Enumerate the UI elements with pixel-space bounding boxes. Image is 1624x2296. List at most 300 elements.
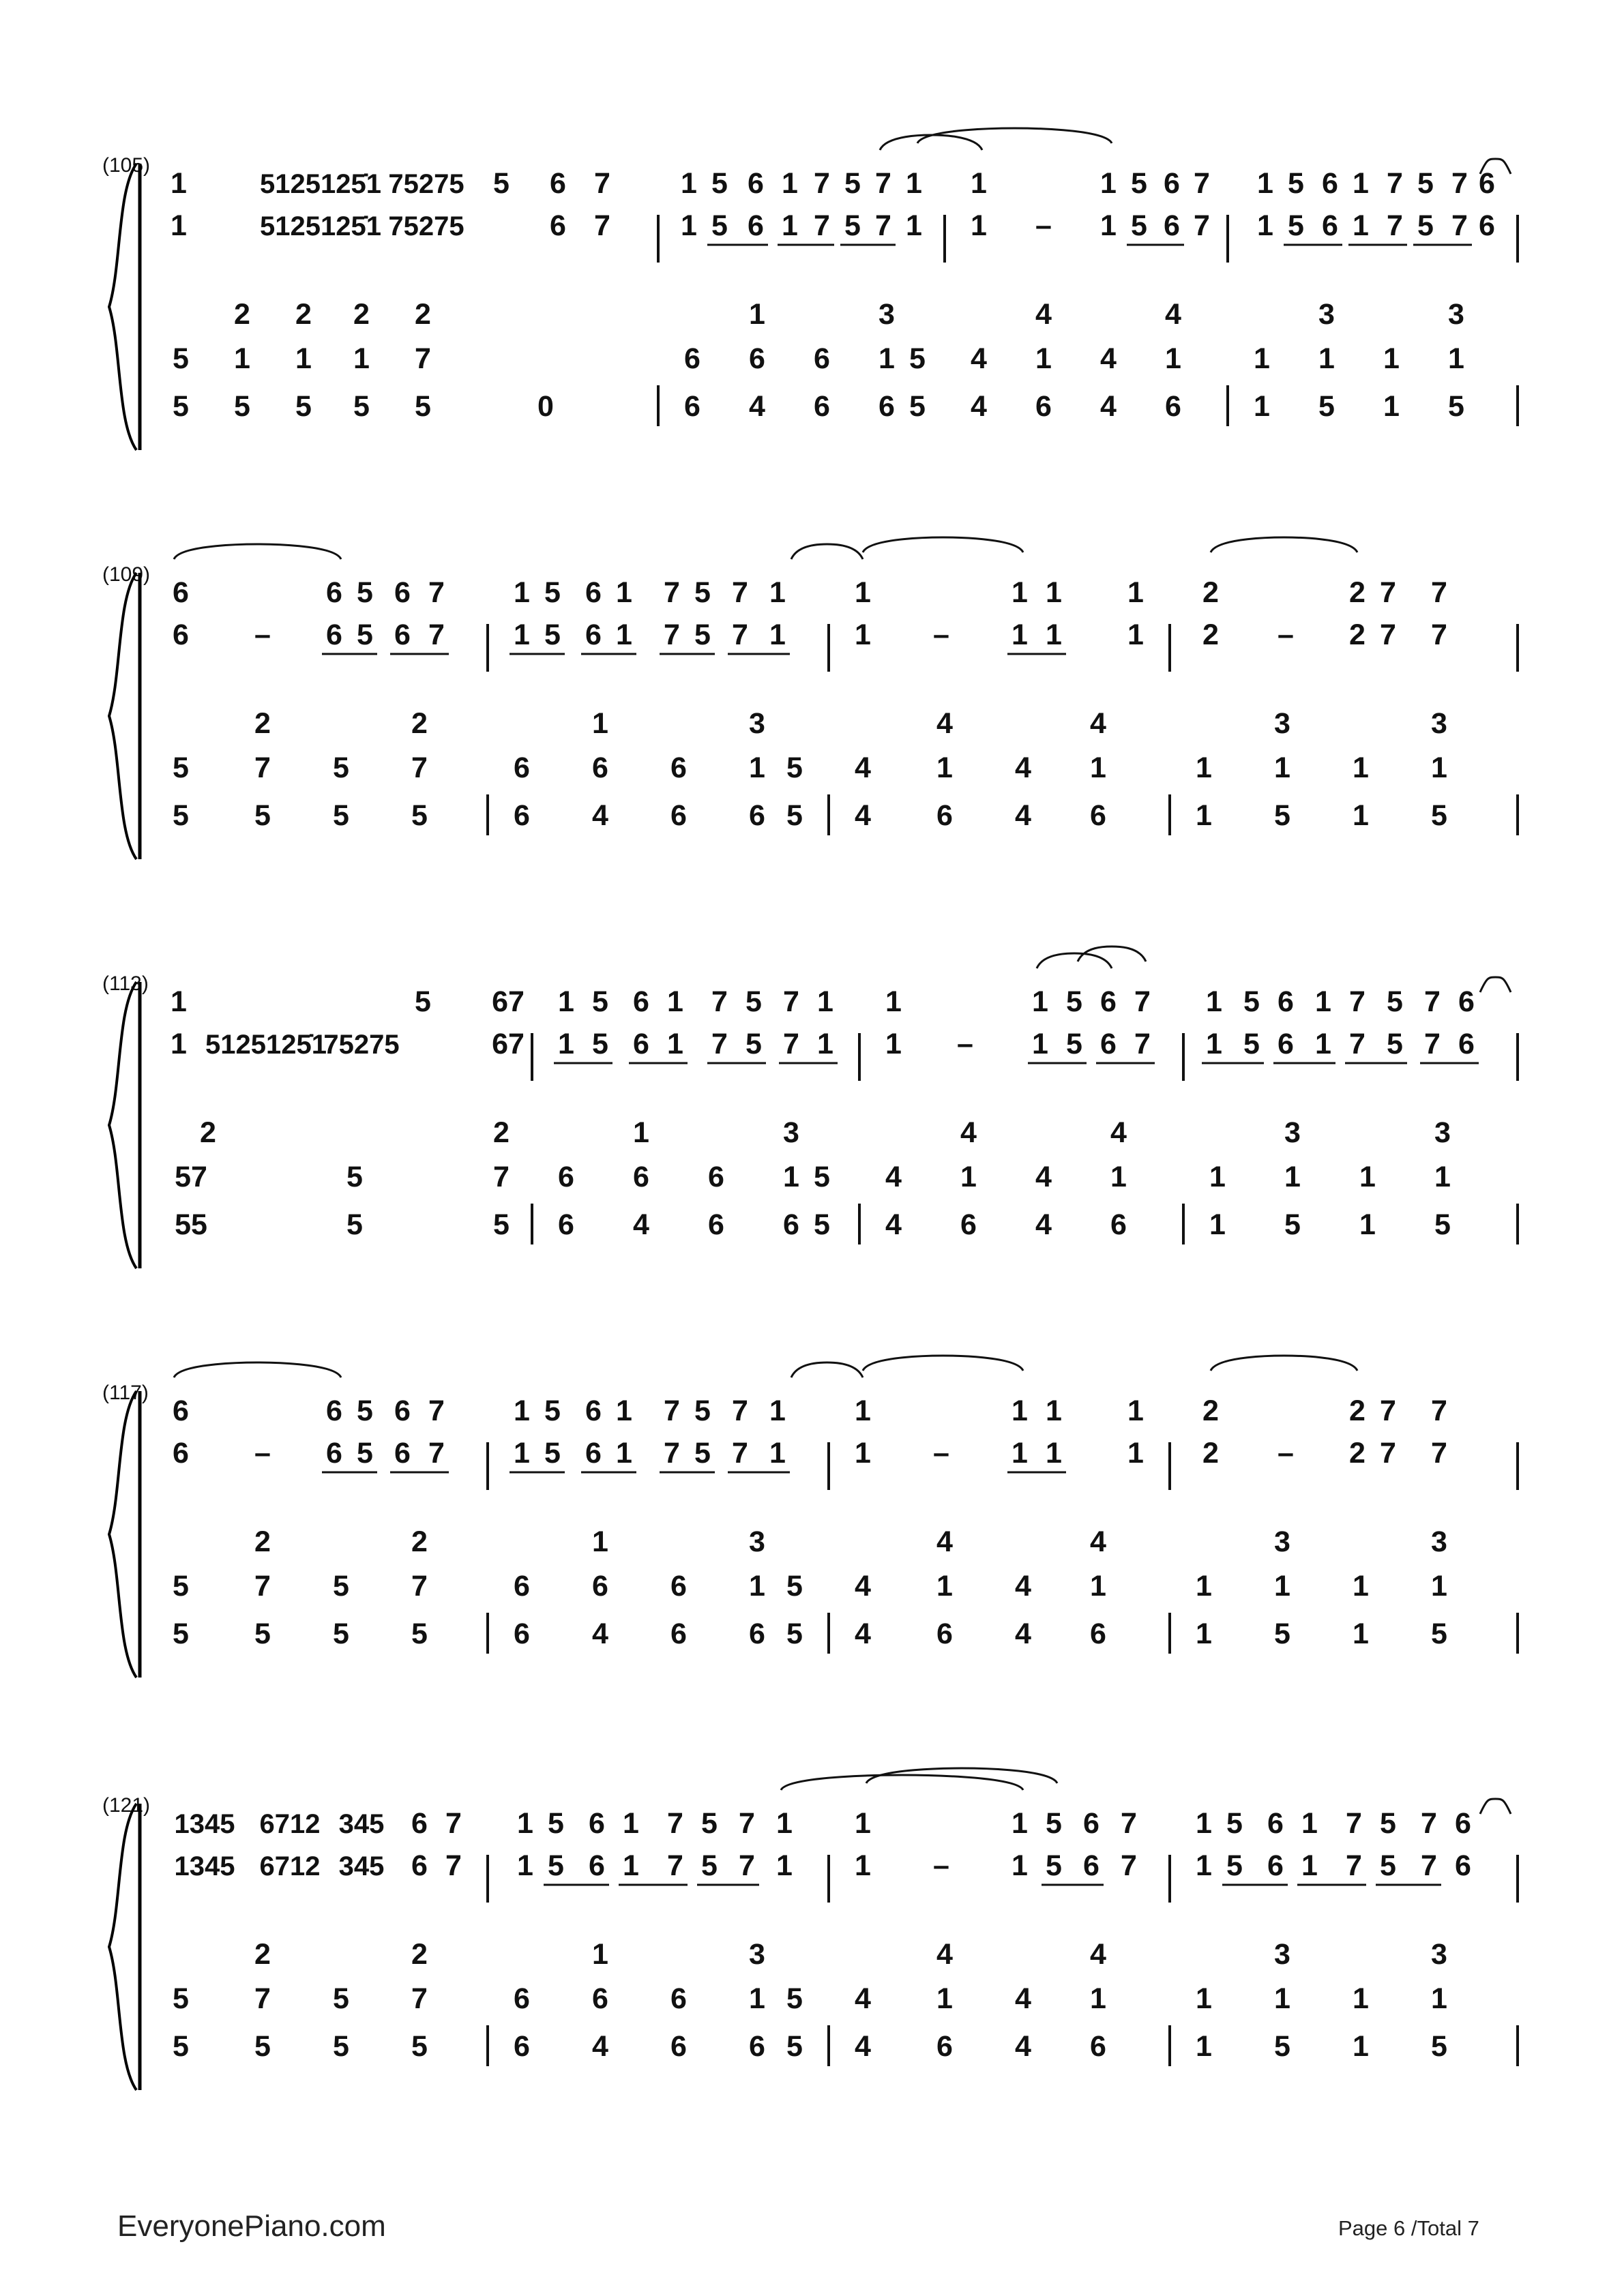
jianpu-note: 4 bbox=[1015, 799, 1031, 832]
jianpu-note: 6 bbox=[514, 1982, 530, 2015]
jianpu-note: 1 bbox=[1209, 1208, 1226, 1241]
jianpu-note: 5 bbox=[548, 1849, 564, 1882]
jianpu-note: 6 bbox=[670, 799, 687, 832]
jianpu-note: 7 bbox=[664, 1395, 680, 1427]
jianpu-note: 1 bbox=[234, 342, 250, 375]
jianpu-note: 5 bbox=[333, 751, 349, 784]
jianpu-note: 1 bbox=[749, 298, 765, 331]
jianpu-note: 1 bbox=[1046, 618, 1062, 651]
jianpu-note: – bbox=[1278, 618, 1294, 651]
jianpu-note: 1 bbox=[623, 1849, 639, 1882]
jianpu-note: 5 bbox=[694, 576, 711, 609]
jianpu-note: 6 bbox=[411, 1849, 428, 1882]
jianpu-note: 5 bbox=[173, 799, 189, 832]
jianpu-note: 4 bbox=[1090, 707, 1106, 740]
jianpu-note: 6 bbox=[592, 1570, 608, 1602]
jianpu-note: 1 bbox=[1012, 576, 1028, 609]
notes-lower3 bbox=[173, 2030, 1447, 2063]
jianpu-note: 2 bbox=[254, 1525, 271, 1558]
jianpu-note: 1 bbox=[517, 1849, 533, 1882]
jianpu-note: 1 bbox=[1206, 1028, 1222, 1060]
jianpu-note: 7 bbox=[1380, 1437, 1396, 1470]
jianpu-note: 5 bbox=[1243, 985, 1260, 1018]
jianpu-note: – bbox=[1278, 1437, 1294, 1470]
notes-lower3 bbox=[173, 799, 1447, 832]
jianpu-note: 4 bbox=[1015, 2030, 1031, 2063]
notes-lower1 bbox=[200, 1116, 1451, 1149]
jianpu-note: 6 bbox=[1083, 1849, 1099, 1882]
jianpu-note: 5 bbox=[493, 167, 510, 200]
jianpu-note: 1 bbox=[1035, 342, 1052, 375]
jianpu-note: 1 bbox=[1196, 1617, 1212, 1650]
jianpu-note: 1 bbox=[1206, 985, 1222, 1018]
jianpu-note: 7 bbox=[1121, 1849, 1137, 1882]
jianpu-note: 5 bbox=[357, 576, 373, 609]
jianpu-note: 6 bbox=[394, 618, 411, 651]
slur-tie bbox=[791, 1362, 863, 1377]
jianpu-note: 57 bbox=[175, 1161, 207, 1193]
jianpu-note: 5 bbox=[711, 167, 728, 200]
slur-tie bbox=[880, 135, 982, 150]
jianpu-note: 1 bbox=[681, 167, 697, 200]
jianpu-note: 6 bbox=[879, 390, 895, 423]
jianpu-note: 5 bbox=[411, 2030, 428, 2063]
jianpu-note: 5 bbox=[1066, 985, 1082, 1018]
jianpu-note: 67 bbox=[492, 985, 525, 1018]
notes-upper2 bbox=[175, 1849, 1471, 1882]
jianpu-note: 5 bbox=[909, 390, 926, 423]
jianpu-note: 6 bbox=[1100, 1028, 1117, 1060]
notes-lower3 bbox=[173, 1617, 1447, 1650]
jianpu-note: 5 bbox=[357, 618, 373, 651]
jianpu-note: 6 bbox=[1322, 209, 1338, 242]
jianpu-note: 1 bbox=[1431, 1570, 1447, 1602]
jianpu-note: 1 bbox=[776, 1849, 793, 1882]
jianpu-note: 5 bbox=[173, 751, 189, 784]
jianpu-note: – bbox=[1035, 209, 1052, 242]
jianpu-note: 4 bbox=[855, 751, 871, 784]
jianpu-note: 7 bbox=[1134, 1028, 1151, 1060]
jianpu-note: 7 bbox=[1431, 1395, 1447, 1427]
jianpu-note: – bbox=[254, 618, 271, 651]
jianpu-note: 7 bbox=[664, 618, 680, 651]
measure-number-label: (113) bbox=[102, 972, 149, 995]
jianpu-note: 6 bbox=[326, 1395, 342, 1427]
jianpu-note: 6 bbox=[1035, 390, 1052, 423]
jianpu-note: 1 bbox=[616, 1395, 632, 1427]
jianpu-note: 5 bbox=[1284, 1208, 1301, 1241]
jianpu-note: 5 bbox=[1417, 167, 1434, 200]
jianpu-note: 7 bbox=[814, 209, 830, 242]
jianpu-note: 6 bbox=[411, 1807, 428, 1840]
jianpu-note: 7 bbox=[445, 1849, 462, 1882]
slur-tie bbox=[1211, 1356, 1357, 1371]
jianpu-note: 5 bbox=[173, 1982, 189, 2015]
jianpu-note: 1 bbox=[1274, 751, 1290, 784]
jianpu-note: 5 bbox=[353, 390, 370, 423]
jianpu-note: 2 bbox=[200, 1116, 216, 1149]
jianpu-note: 5125125̇1 bbox=[260, 211, 381, 241]
jianpu-note: 4 bbox=[936, 707, 953, 740]
jianpu-note: 1 bbox=[1012, 1849, 1028, 1882]
jianpu-note: 1 bbox=[1012, 618, 1028, 651]
jianpu-note: 6 bbox=[589, 1807, 605, 1840]
jianpu-note: 1 bbox=[1127, 1437, 1144, 1470]
jianpu-note: 7 bbox=[739, 1849, 755, 1882]
jianpu-note: – bbox=[933, 618, 949, 651]
jianpu-note: 6 bbox=[394, 1395, 411, 1427]
jianpu-note: 5 bbox=[745, 1028, 762, 1060]
score-system bbox=[102, 563, 150, 586]
jianpu-note: 75275 bbox=[388, 211, 464, 241]
jianpu-note: 6 bbox=[394, 1437, 411, 1470]
slur-tie bbox=[1037, 953, 1112, 968]
jianpu-note: 4 bbox=[1015, 1570, 1031, 1602]
jianpu-note: 1 bbox=[171, 209, 187, 242]
jianpu-note: 1 bbox=[1196, 1807, 1212, 1840]
jianpu-note: 7 bbox=[667, 1807, 683, 1840]
jianpu-note: 1 bbox=[1315, 985, 1331, 1018]
jianpu-note: 1 bbox=[855, 618, 871, 651]
jianpu-note: 1 bbox=[1127, 1395, 1144, 1427]
jianpu-note: 5 bbox=[844, 167, 861, 200]
jianpu-note: 6 bbox=[684, 342, 700, 375]
jianpu-note: 5 bbox=[786, 1570, 803, 1602]
measure-number-label: (109) bbox=[102, 563, 151, 586]
jianpu-note: 1 bbox=[769, 1437, 786, 1470]
jianpu-note: 6 bbox=[633, 1161, 649, 1193]
jianpu-note: 5 bbox=[173, 2030, 189, 2063]
jianpu-note: 6 bbox=[550, 167, 566, 200]
jianpu-note: 6 bbox=[1090, 1617, 1106, 1650]
jianpu-note: 4 bbox=[1100, 342, 1117, 375]
jianpu-note: 5 bbox=[411, 1617, 428, 1650]
notes-upper2 bbox=[171, 1028, 1475, 1060]
jianpu-note: 4 bbox=[749, 390, 765, 423]
jianpu-note: 6 bbox=[1458, 1028, 1475, 1060]
jianpu-note: 2 bbox=[493, 1116, 510, 1149]
grand-staff-brace bbox=[109, 1391, 136, 1678]
jianpu-note: 6 bbox=[1164, 209, 1180, 242]
jianpu-note: 5 bbox=[357, 1395, 373, 1427]
jianpu-note: 6 bbox=[1267, 1807, 1284, 1840]
jianpu-note: 3 bbox=[1431, 1525, 1447, 1558]
jianpu-note: 1 bbox=[960, 1161, 977, 1193]
jianpu-note: 6 bbox=[1479, 209, 1495, 242]
jianpu-note: 2 bbox=[295, 298, 312, 331]
jianpu-note: 75275 bbox=[323, 1030, 400, 1060]
jianpu-note: – bbox=[957, 1028, 973, 1060]
jianpu-note: 1 bbox=[776, 1807, 793, 1840]
jianpu-note: 6 bbox=[558, 1161, 574, 1193]
jianpu-note: 7 bbox=[594, 167, 610, 200]
jianpu-note: 6712 bbox=[259, 1809, 321, 1839]
jianpu-note: 1 bbox=[1012, 1807, 1028, 1840]
jianpu-note: 7 bbox=[732, 618, 748, 651]
jianpu-note: 1 bbox=[906, 167, 922, 200]
jianpu-note: 4 bbox=[1015, 1982, 1031, 2015]
jianpu-note: 5 bbox=[173, 1617, 189, 1650]
notes-upper1 bbox=[173, 1395, 1447, 1427]
jianpu-note: 3 bbox=[1274, 1525, 1290, 1558]
jianpu-note: 1 bbox=[171, 985, 187, 1018]
jianpu-note: 6 bbox=[1100, 985, 1117, 1018]
jianpu-note: 4 bbox=[592, 799, 608, 832]
jianpu-note: 2 bbox=[411, 1525, 428, 1558]
jianpu-note: 1 bbox=[667, 985, 683, 1018]
jianpu-note: 5 bbox=[1448, 390, 1464, 423]
jianpu-note: 1 bbox=[1032, 1028, 1048, 1060]
jianpu-note: 1 bbox=[1284, 1161, 1301, 1193]
jianpu-note: 4 bbox=[936, 1525, 953, 1558]
jianpu-note: 1 bbox=[783, 1161, 799, 1193]
jianpu-note: 6 bbox=[670, 1617, 687, 1650]
jianpu-note: 5 bbox=[346, 1208, 363, 1241]
jianpu-note: 4 bbox=[1035, 298, 1052, 331]
jianpu-note: 7 bbox=[1451, 167, 1468, 200]
jianpu-note: 6 bbox=[394, 576, 411, 609]
jianpu-note: 5 bbox=[346, 1161, 363, 1193]
slur-tie bbox=[1480, 1799, 1511, 1814]
jianpu-note: 6 bbox=[936, 799, 953, 832]
jianpu-note: 2 bbox=[254, 707, 271, 740]
jianpu-note: 1 bbox=[1196, 1982, 1212, 2015]
jianpu-note: 1 bbox=[1353, 209, 1369, 242]
jianpu-note: 4 bbox=[885, 1208, 902, 1241]
jianpu-note: – bbox=[933, 1849, 949, 1882]
jianpu-note: 5 bbox=[1226, 1849, 1243, 1882]
jianpu-note: 3 bbox=[749, 707, 765, 740]
jianpu-note: 1 bbox=[517, 1807, 533, 1840]
jianpu-note: 3 bbox=[1274, 1938, 1290, 1971]
jianpu-note: 1 bbox=[1353, 1570, 1369, 1602]
jianpu-note: 1 bbox=[1274, 1982, 1290, 2015]
jianpu-note: 1 bbox=[1012, 1395, 1028, 1427]
jianpu-note: – bbox=[933, 1437, 949, 1470]
jianpu-note: 3 bbox=[1448, 298, 1464, 331]
jianpu-note: 7 bbox=[1387, 167, 1403, 200]
jianpu-note: 2 bbox=[254, 1938, 271, 1971]
jianpu-note: 1 bbox=[1353, 1617, 1369, 1650]
jianpu-note: 5 bbox=[493, 1208, 510, 1241]
jianpu-note: 7 bbox=[1424, 1028, 1441, 1060]
notes-upper1 bbox=[173, 576, 1447, 609]
jianpu-note: 1 bbox=[817, 985, 833, 1018]
jianpu-note: 1 bbox=[616, 576, 632, 609]
grand-staff-brace bbox=[109, 982, 136, 1268]
jianpu-note: 1 bbox=[1196, 799, 1212, 832]
notes-lower2 bbox=[175, 1161, 1451, 1193]
jianpu-note: 1 bbox=[558, 985, 574, 1018]
jianpu-note: 6 bbox=[670, 751, 687, 784]
notes-lower2 bbox=[173, 342, 1464, 375]
jianpu-note: 6 bbox=[960, 1208, 977, 1241]
jianpu-note: 6 bbox=[783, 1208, 799, 1241]
jianpu-note: 5 bbox=[909, 342, 926, 375]
jianpu-note: 5 bbox=[701, 1849, 718, 1882]
jianpu-note: 5 bbox=[333, 2030, 349, 2063]
jianpu-note: 6 bbox=[633, 985, 649, 1018]
jianpu-note: 5 bbox=[1434, 1208, 1451, 1241]
jianpu-note: 6 bbox=[326, 618, 342, 651]
jianpu-note: 1 bbox=[769, 618, 786, 651]
notes-upper1 bbox=[171, 167, 1495, 200]
jianpu-note: 5 bbox=[333, 799, 349, 832]
jianpu-note: 5 bbox=[786, 751, 803, 784]
jianpu-note: 6 bbox=[514, 751, 530, 784]
grand-staff-brace bbox=[109, 573, 136, 859]
jianpu-note: 7 bbox=[664, 576, 680, 609]
jianpu-note: 1 bbox=[1434, 1161, 1451, 1193]
jianpu-note: 6 bbox=[1278, 1028, 1294, 1060]
jianpu-note: 1 bbox=[1257, 167, 1273, 200]
jianpu-note: 7 bbox=[664, 1437, 680, 1470]
jianpu-note: 7 bbox=[667, 1849, 683, 1882]
jianpu-note: 1 bbox=[1165, 342, 1181, 375]
jianpu-note: 6 bbox=[558, 1208, 574, 1241]
jianpu-note: 1 bbox=[623, 1807, 639, 1840]
jianpu-note: 1 bbox=[1100, 167, 1117, 200]
jianpu-note: 4 bbox=[1015, 751, 1031, 784]
jianpu-note: 6 bbox=[1479, 167, 1495, 200]
jianpu-note: 1 bbox=[1046, 576, 1062, 609]
jianpu-note: 7 bbox=[428, 576, 445, 609]
jianpu-note: 3 bbox=[749, 1525, 765, 1558]
jianpu-note: 6 bbox=[585, 1395, 602, 1427]
jianpu-note: 5 bbox=[357, 1437, 373, 1470]
jianpu-note: 2 bbox=[353, 298, 370, 331]
jianpu-note: 1 bbox=[1359, 1161, 1376, 1193]
jianpu-note: 4 bbox=[855, 1570, 871, 1602]
jianpu-note: 1 bbox=[1359, 1208, 1376, 1241]
jianpu-note: 3 bbox=[1284, 1116, 1301, 1149]
jianpu-note: 1 bbox=[616, 618, 632, 651]
jianpu-note: 7 bbox=[875, 167, 891, 200]
jianpu-note: 6 bbox=[514, 2030, 530, 2063]
jianpu-note: 7 bbox=[783, 1028, 799, 1060]
jianpu-note: 5 bbox=[234, 390, 250, 423]
jianpu-note: 3 bbox=[1434, 1116, 1451, 1149]
footer-page-label: Page 6 /Total 7 bbox=[1338, 2216, 1479, 2240]
jianpu-note: 4 bbox=[1090, 1525, 1106, 1558]
jianpu-note: 6 bbox=[936, 2030, 953, 2063]
jianpu-note: 6 bbox=[1110, 1208, 1127, 1241]
jianpu-note: 1 bbox=[885, 1028, 902, 1060]
jianpu-note: 5 bbox=[333, 1570, 349, 1602]
jianpu-note: 5 bbox=[173, 342, 189, 375]
notes-upper2 bbox=[171, 209, 1495, 242]
jianpu-note: 7 bbox=[254, 1982, 271, 2015]
jianpu-note: 5 bbox=[786, 2030, 803, 2063]
jianpu-note: 6 bbox=[1083, 1807, 1099, 1840]
jianpu-note: 1 bbox=[1046, 1437, 1062, 1470]
jianpu-note: 7 bbox=[739, 1807, 755, 1840]
jianpu-note: 1 bbox=[1127, 576, 1144, 609]
jianpu-note: 1 bbox=[855, 576, 871, 609]
jianpu-note: 1 bbox=[879, 342, 895, 375]
jianpu-note: 7 bbox=[1194, 209, 1210, 242]
notes-lower2 bbox=[173, 1982, 1447, 2015]
jianpu-note: 1 bbox=[667, 1028, 683, 1060]
jianpu-note: 5 bbox=[1066, 1028, 1082, 1060]
jianpu-note: 5 bbox=[1380, 1849, 1396, 1882]
jianpu-note: 1 bbox=[936, 1570, 953, 1602]
jianpu-note: 7 bbox=[1421, 1849, 1437, 1882]
jianpu-note: 6 bbox=[1090, 2030, 1106, 2063]
notes-upper1 bbox=[171, 985, 1475, 1018]
jianpu-note: 1 bbox=[295, 342, 312, 375]
jianpu-note: 1 bbox=[1353, 167, 1369, 200]
notes-lower1 bbox=[254, 1938, 1447, 1971]
jianpu-note: 6 bbox=[514, 799, 530, 832]
jianpu-note: 1 bbox=[1315, 1028, 1331, 1060]
jianpu-note: 5 bbox=[1131, 209, 1147, 242]
jianpu-note: 1 bbox=[1127, 618, 1144, 651]
notes-lower1 bbox=[234, 298, 1464, 331]
jianpu-note: 1 bbox=[1257, 209, 1273, 242]
jianpu-note: 4 bbox=[1100, 390, 1117, 423]
jianpu-note: 7 bbox=[1431, 1437, 1447, 1470]
jianpu-note: 5 bbox=[333, 1617, 349, 1650]
jianpu-note: 5 bbox=[844, 209, 861, 242]
jianpu-note: 5 bbox=[295, 390, 312, 423]
jianpu-note: 2 bbox=[1202, 618, 1219, 651]
jianpu-note: 7 bbox=[732, 576, 748, 609]
jianpu-note: 7 bbox=[594, 209, 610, 242]
jianpu-note: 1 bbox=[971, 209, 987, 242]
jianpu-note: – bbox=[254, 1437, 271, 1470]
jianpu-note: 6 bbox=[670, 1982, 687, 2015]
jianpu-note: 5 bbox=[544, 1437, 561, 1470]
jianpu-note: 75275 bbox=[388, 169, 464, 199]
jianpu-note: 6 bbox=[173, 1437, 189, 1470]
jianpu-note: 1 bbox=[885, 985, 902, 1018]
jianpu-note: 1 bbox=[592, 1525, 608, 1558]
jianpu-note: 4 bbox=[971, 390, 987, 423]
jianpu-note: 1 bbox=[171, 167, 187, 200]
jianpu-note: 5 bbox=[1387, 1028, 1403, 1060]
jianpu-note: 1 bbox=[906, 209, 922, 242]
notes-lower1 bbox=[254, 1525, 1447, 1558]
jianpu-note: 3 bbox=[783, 1116, 799, 1149]
jianpu-note: 7 bbox=[1424, 985, 1441, 1018]
jianpu-note: 3 bbox=[1431, 707, 1447, 740]
jianpu-note: 1 bbox=[855, 1437, 871, 1470]
jianpu-note: 5 bbox=[1046, 1807, 1062, 1840]
measure-number-label: (117) bbox=[102, 1382, 149, 1404]
slur-tie bbox=[1480, 977, 1511, 992]
jianpu-note: 5 bbox=[544, 1395, 561, 1427]
jianpu-note: 5 bbox=[1380, 1807, 1396, 1840]
jianpu-note: 1 bbox=[749, 751, 765, 784]
jianpu-note: 5 bbox=[544, 576, 561, 609]
jianpu-note: 1 bbox=[817, 1028, 833, 1060]
notes-upper2 bbox=[173, 618, 1447, 651]
jianpu-note: 5 bbox=[173, 1570, 189, 1602]
jianpu-note: 1 bbox=[971, 167, 987, 200]
jianpu-note: 2 bbox=[1349, 618, 1365, 651]
jianpu-note: 6 bbox=[592, 1982, 608, 2015]
jianpu-note: 2 bbox=[1202, 576, 1219, 609]
jianpu-note: 5 bbox=[1431, 1617, 1447, 1650]
measure-number-label: (105) bbox=[102, 154, 151, 177]
jianpu-note: 1 bbox=[558, 1028, 574, 1060]
jianpu-note: 1 bbox=[1353, 751, 1369, 784]
jianpu-note: 7 bbox=[783, 985, 799, 1018]
score-system bbox=[102, 154, 150, 177]
jianpu-note: 5 bbox=[694, 1395, 711, 1427]
jianpu-note: 6 bbox=[684, 390, 700, 423]
